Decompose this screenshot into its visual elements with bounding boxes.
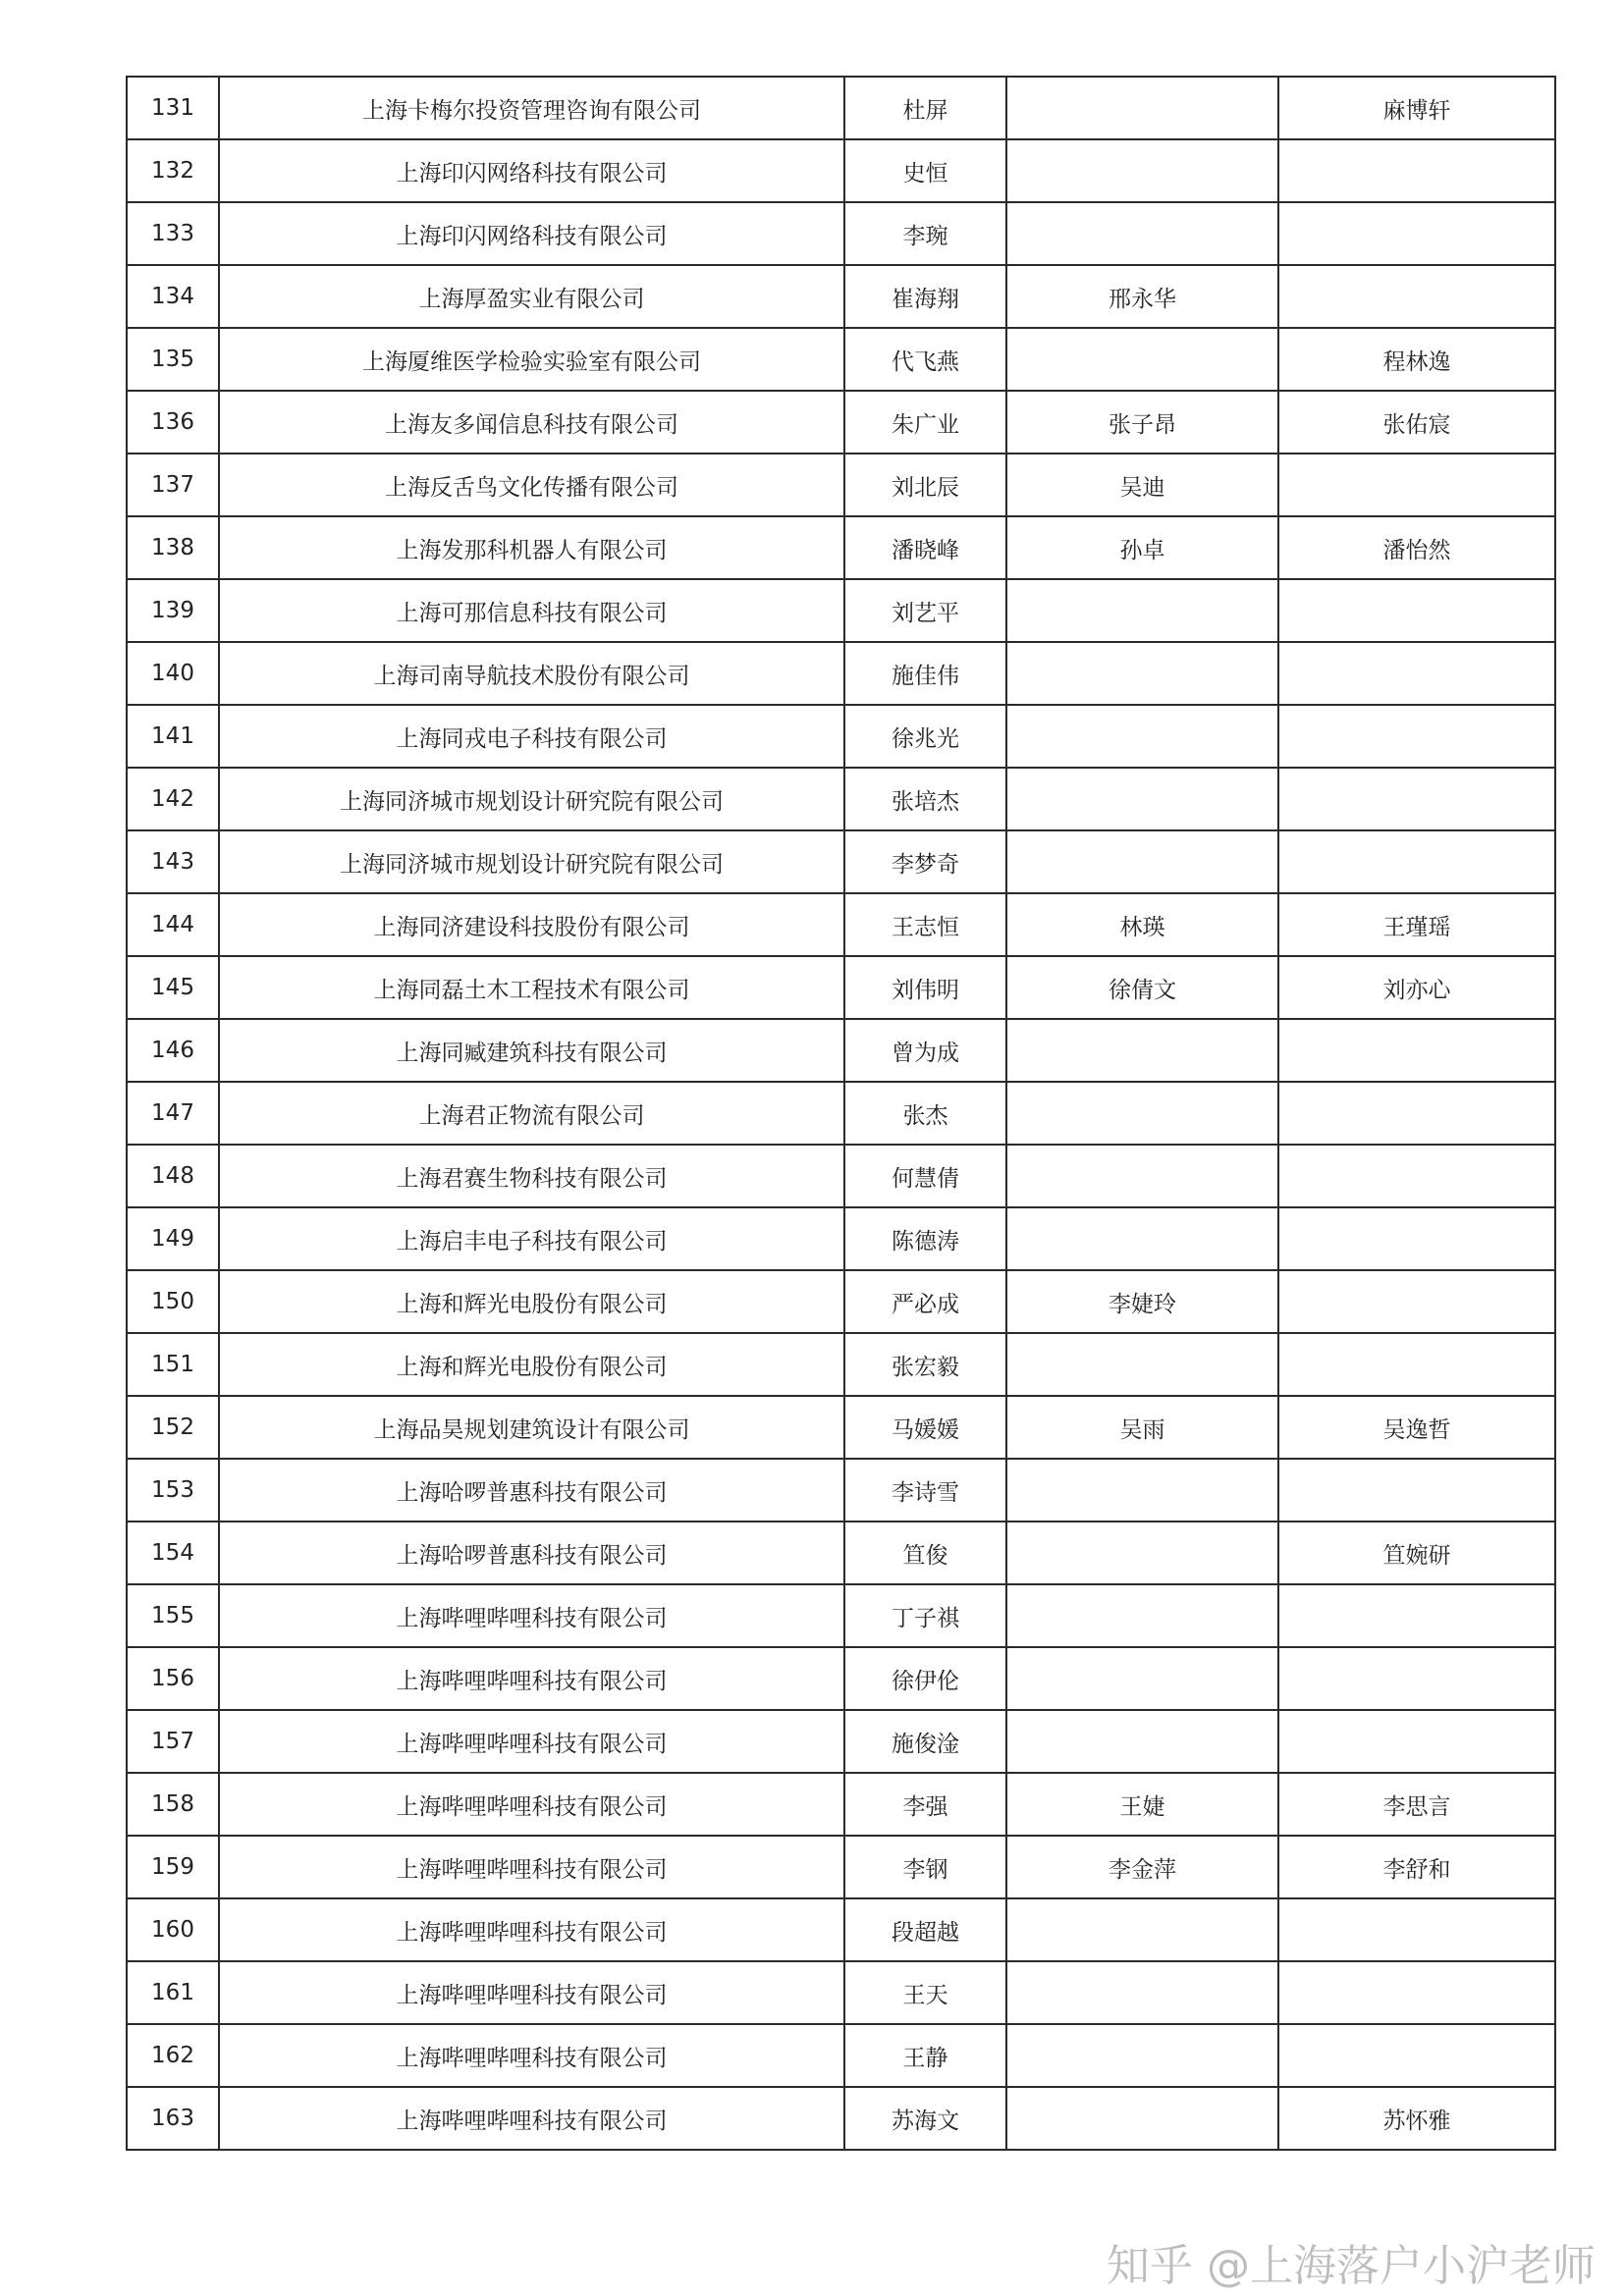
applicant-cell: 李钢 xyxy=(844,1836,1006,1898)
company-cell: 上海可那信息科技有限公司 xyxy=(219,579,844,642)
child-cell xyxy=(1278,1082,1555,1145)
child-cell xyxy=(1278,1019,1555,1082)
spouse-cell xyxy=(1006,1961,1278,2024)
spouse-cell xyxy=(1006,202,1278,265)
company-cell: 上海友多闻信息科技有限公司 xyxy=(219,391,844,454)
applicant-cell: 徐伊伦 xyxy=(844,1647,1006,1710)
row-number-cell: 145 xyxy=(127,956,219,1019)
row-number-cell: 134 xyxy=(127,265,219,328)
applicant-cell: 何慧倩 xyxy=(844,1145,1006,1207)
child-cell: 苏怀雅 xyxy=(1278,2087,1555,2150)
row-number-cell: 158 xyxy=(127,1773,219,1836)
company-cell: 上海君正物流有限公司 xyxy=(219,1082,844,1145)
table-row xyxy=(127,1082,1555,1145)
child-cell xyxy=(1278,705,1555,768)
row-number-cell: 135 xyxy=(127,328,219,391)
child-cell xyxy=(1278,1647,1555,1710)
row-number-cell: 140 xyxy=(127,642,219,705)
company-cell: 上海卡梅尔投资管理咨询有限公司 xyxy=(219,77,844,139)
company-cell: 上海同济建设科技股份有限公司 xyxy=(219,893,844,956)
child-cell: 张佑宸 xyxy=(1278,391,1555,454)
table-row xyxy=(127,893,1555,956)
watermark: 知乎 @上海落户小沪老师 xyxy=(1107,2241,1596,2291)
child-cell: 程林逸 xyxy=(1278,328,1555,391)
child-cell: 李舒和 xyxy=(1278,1836,1555,1898)
spouse-cell xyxy=(1006,1333,1278,1396)
spouse-cell xyxy=(1006,139,1278,202)
child-cell xyxy=(1278,642,1555,705)
spouse-cell: 李金萍 xyxy=(1006,1836,1278,1898)
row-number-cell: 160 xyxy=(127,1898,219,1961)
table-row xyxy=(127,77,1555,139)
spouse-cell: 吴迪 xyxy=(1006,454,1278,516)
child-cell xyxy=(1278,139,1555,202)
spouse-cell: 邢永华 xyxy=(1006,265,1278,328)
spouse-cell xyxy=(1006,642,1278,705)
child-cell xyxy=(1278,1270,1555,1333)
company-cell: 上海哔哩哔哩科技有限公司 xyxy=(219,1836,844,1898)
company-cell: 上海司南导航技术股份有限公司 xyxy=(219,642,844,705)
row-number-cell: 150 xyxy=(127,1270,219,1333)
row-number-cell: 142 xyxy=(127,768,219,830)
company-cell: 上海哔哩哔哩科技有限公司 xyxy=(219,1647,844,1710)
spouse-cell xyxy=(1006,1647,1278,1710)
child-cell xyxy=(1278,1333,1555,1396)
company-cell: 上海哔哩哔哩科技有限公司 xyxy=(219,1898,844,1961)
table-row xyxy=(127,1019,1555,1082)
row-number-cell: 131 xyxy=(127,77,219,139)
company-cell: 上海和辉光电股份有限公司 xyxy=(219,1333,844,1396)
table-row xyxy=(127,579,1555,642)
spouse-cell xyxy=(1006,77,1278,139)
spouse-cell: 张子昂 xyxy=(1006,391,1278,454)
table-row xyxy=(127,1522,1555,1584)
applicant-cell: 曾为成 xyxy=(844,1019,1006,1082)
child-cell xyxy=(1278,2024,1555,2087)
child-cell xyxy=(1278,1459,1555,1522)
applicant-cell: 段超越 xyxy=(844,1898,1006,1961)
child-cell xyxy=(1278,265,1555,328)
child-cell xyxy=(1278,1898,1555,1961)
company-cell: 上海哔哩哔哩科技有限公司 xyxy=(219,2087,844,2150)
applicant-cell: 张宏毅 xyxy=(844,1333,1006,1396)
spouse-cell xyxy=(1006,1207,1278,1270)
spouse-cell xyxy=(1006,768,1278,830)
table-row xyxy=(127,1898,1555,1961)
row-number-cell: 151 xyxy=(127,1333,219,1396)
row-number-cell: 133 xyxy=(127,202,219,265)
company-cell: 上海启丰电子科技有限公司 xyxy=(219,1207,844,1270)
company-cell: 上海同戎电子科技有限公司 xyxy=(219,705,844,768)
settlement-table xyxy=(126,76,1556,2151)
child-cell: 笪婉研 xyxy=(1278,1522,1555,1584)
row-number-cell: 156 xyxy=(127,1647,219,1710)
company-cell: 上海哈啰普惠科技有限公司 xyxy=(219,1459,844,1522)
row-number-cell: 146 xyxy=(127,1019,219,1082)
row-number-cell: 162 xyxy=(127,2024,219,2087)
company-cell: 上海发那科机器人有限公司 xyxy=(219,516,844,579)
table-row xyxy=(127,1207,1555,1270)
applicant-cell: 陈德涛 xyxy=(844,1207,1006,1270)
table-row xyxy=(127,454,1555,516)
child-cell xyxy=(1278,768,1555,830)
applicant-cell: 施佳伟 xyxy=(844,642,1006,705)
applicant-cell: 刘北辰 xyxy=(844,454,1006,516)
applicant-cell: 潘晓峰 xyxy=(844,516,1006,579)
table-row xyxy=(127,1459,1555,1522)
spouse-cell: 孙卓 xyxy=(1006,516,1278,579)
applicant-cell: 施俊淦 xyxy=(844,1710,1006,1773)
table-row xyxy=(127,830,1555,893)
applicant-cell: 丁子祺 xyxy=(844,1584,1006,1647)
company-cell: 上海君赛生物科技有限公司 xyxy=(219,1145,844,1207)
child-cell: 刘亦心 xyxy=(1278,956,1555,1019)
applicant-cell: 张杰 xyxy=(844,1082,1006,1145)
company-cell: 上海厦维医学检验实验室有限公司 xyxy=(219,328,844,391)
row-number-cell: 157 xyxy=(127,1710,219,1773)
table-row xyxy=(127,1396,1555,1459)
child-cell xyxy=(1278,1710,1555,1773)
table-row xyxy=(127,956,1555,1019)
row-number-cell: 152 xyxy=(127,1396,219,1459)
company-cell: 上海印闪网络科技有限公司 xyxy=(219,202,844,265)
spouse-cell xyxy=(1006,1019,1278,1082)
row-number-cell: 137 xyxy=(127,454,219,516)
spouse-cell xyxy=(1006,1145,1278,1207)
table-row xyxy=(127,2024,1555,2087)
company-cell: 上海哔哩哔哩科技有限公司 xyxy=(219,2024,844,2087)
table-row xyxy=(127,328,1555,391)
applicant-cell: 苏海文 xyxy=(844,2087,1006,2150)
spouse-cell xyxy=(1006,2024,1278,2087)
child-cell xyxy=(1278,202,1555,265)
table-row xyxy=(127,1961,1555,2024)
row-number-cell: 139 xyxy=(127,579,219,642)
table-row xyxy=(127,768,1555,830)
row-number-cell: 132 xyxy=(127,139,219,202)
child-cell: 吴逸哲 xyxy=(1278,1396,1555,1459)
applicant-cell: 刘伟明 xyxy=(844,956,1006,1019)
company-cell: 上海哔哩哔哩科技有限公司 xyxy=(219,1961,844,2024)
company-cell: 上海同济城市规划设计研究院有限公司 xyxy=(219,768,844,830)
company-cell: 上海哔哩哔哩科技有限公司 xyxy=(219,1584,844,1647)
company-cell: 上海印闪网络科技有限公司 xyxy=(219,139,844,202)
applicant-cell: 李强 xyxy=(844,1773,1006,1836)
spouse-cell xyxy=(1006,1082,1278,1145)
spouse-cell: 吴雨 xyxy=(1006,1396,1278,1459)
applicant-cell: 张培杰 xyxy=(844,768,1006,830)
applicant-cell: 严必成 xyxy=(844,1270,1006,1333)
company-cell: 上海哔哩哔哩科技有限公司 xyxy=(219,1710,844,1773)
table-row xyxy=(127,1270,1555,1333)
table-row xyxy=(127,1584,1555,1647)
row-number-cell: 161 xyxy=(127,1961,219,2024)
child-cell xyxy=(1278,579,1555,642)
child-cell xyxy=(1278,1584,1555,1647)
applicant-cell: 代飞燕 xyxy=(844,328,1006,391)
applicant-cell: 马媛媛 xyxy=(844,1396,1006,1459)
child-cell xyxy=(1278,454,1555,516)
table-row xyxy=(127,1836,1555,1898)
table-row xyxy=(127,202,1555,265)
table-row xyxy=(127,265,1555,328)
spouse-cell: 王婕 xyxy=(1006,1773,1278,1836)
applicant-cell: 李琬 xyxy=(844,202,1006,265)
applicant-cell: 史恒 xyxy=(844,139,1006,202)
row-number-cell: 143 xyxy=(127,830,219,893)
spouse-cell xyxy=(1006,705,1278,768)
applicant-cell: 崔海翔 xyxy=(844,265,1006,328)
child-cell xyxy=(1278,1145,1555,1207)
table-row xyxy=(127,1773,1555,1836)
row-number-cell: 148 xyxy=(127,1145,219,1207)
spouse-cell: 林瑛 xyxy=(1006,893,1278,956)
applicant-cell: 刘艺平 xyxy=(844,579,1006,642)
company-cell: 上海同磊土木工程技术有限公司 xyxy=(219,956,844,1019)
spouse-cell xyxy=(1006,1459,1278,1522)
child-cell: 潘怡然 xyxy=(1278,516,1555,579)
table-body xyxy=(127,77,1555,2150)
applicant-cell: 王志恒 xyxy=(844,893,1006,956)
spouse-cell xyxy=(1006,1898,1278,1961)
company-cell: 上海反舌鸟文化传播有限公司 xyxy=(219,454,844,516)
table-row xyxy=(127,1333,1555,1396)
company-cell: 上海品昊规划建筑设计有限公司 xyxy=(219,1396,844,1459)
spouse-cell xyxy=(1006,579,1278,642)
row-number-cell: 153 xyxy=(127,1459,219,1522)
row-number-cell: 141 xyxy=(127,705,219,768)
child-cell xyxy=(1278,1961,1555,2024)
row-number-cell: 144 xyxy=(127,893,219,956)
spouse-cell xyxy=(1006,1584,1278,1647)
row-number-cell: 149 xyxy=(127,1207,219,1270)
table-row xyxy=(127,642,1555,705)
table-row xyxy=(127,1710,1555,1773)
company-cell: 上海和辉光电股份有限公司 xyxy=(219,1270,844,1333)
child-cell: 李思言 xyxy=(1278,1773,1555,1836)
row-number-cell: 154 xyxy=(127,1522,219,1584)
table-row xyxy=(127,705,1555,768)
company-cell: 上海哈啰普惠科技有限公司 xyxy=(219,1522,844,1584)
child-cell xyxy=(1278,1207,1555,1270)
row-number-cell: 163 xyxy=(127,2087,219,2150)
spouse-cell xyxy=(1006,1522,1278,1584)
company-cell: 上海同济城市规划设计研究院有限公司 xyxy=(219,830,844,893)
company-cell: 上海厚盈实业有限公司 xyxy=(219,265,844,328)
spouse-cell xyxy=(1006,328,1278,391)
company-cell: 上海哔哩哔哩科技有限公司 xyxy=(219,1773,844,1836)
row-number-cell: 136 xyxy=(127,391,219,454)
applicant-cell: 朱广业 xyxy=(844,391,1006,454)
row-number-cell: 155 xyxy=(127,1584,219,1647)
applicant-cell: 笪俊 xyxy=(844,1522,1006,1584)
company-cell: 上海同臧建筑科技有限公司 xyxy=(219,1019,844,1082)
applicant-cell: 徐兆光 xyxy=(844,705,1006,768)
row-number-cell: 147 xyxy=(127,1082,219,1145)
child-cell: 麻博轩 xyxy=(1278,77,1555,139)
table-row xyxy=(127,139,1555,202)
spouse-cell xyxy=(1006,2087,1278,2150)
table-row xyxy=(127,2087,1555,2150)
applicant-cell: 王天 xyxy=(844,1961,1006,2024)
row-number-cell: 159 xyxy=(127,1836,219,1898)
table-row xyxy=(127,391,1555,454)
applicant-cell: 李诗雪 xyxy=(844,1459,1006,1522)
applicant-cell: 杜屏 xyxy=(844,77,1006,139)
child-cell: 王瑾瑶 xyxy=(1278,893,1555,956)
spouse-cell: 徐倩文 xyxy=(1006,956,1278,1019)
spouse-cell: 李婕玲 xyxy=(1006,1270,1278,1333)
table-row xyxy=(127,1145,1555,1207)
table-row xyxy=(127,516,1555,579)
child-cell xyxy=(1278,830,1555,893)
applicant-cell: 李梦奇 xyxy=(844,830,1006,893)
applicant-cell: 王静 xyxy=(844,2024,1006,2087)
table-row xyxy=(127,1647,1555,1710)
row-number-cell: 138 xyxy=(127,516,219,579)
spouse-cell xyxy=(1006,1710,1278,1773)
spouse-cell xyxy=(1006,830,1278,893)
